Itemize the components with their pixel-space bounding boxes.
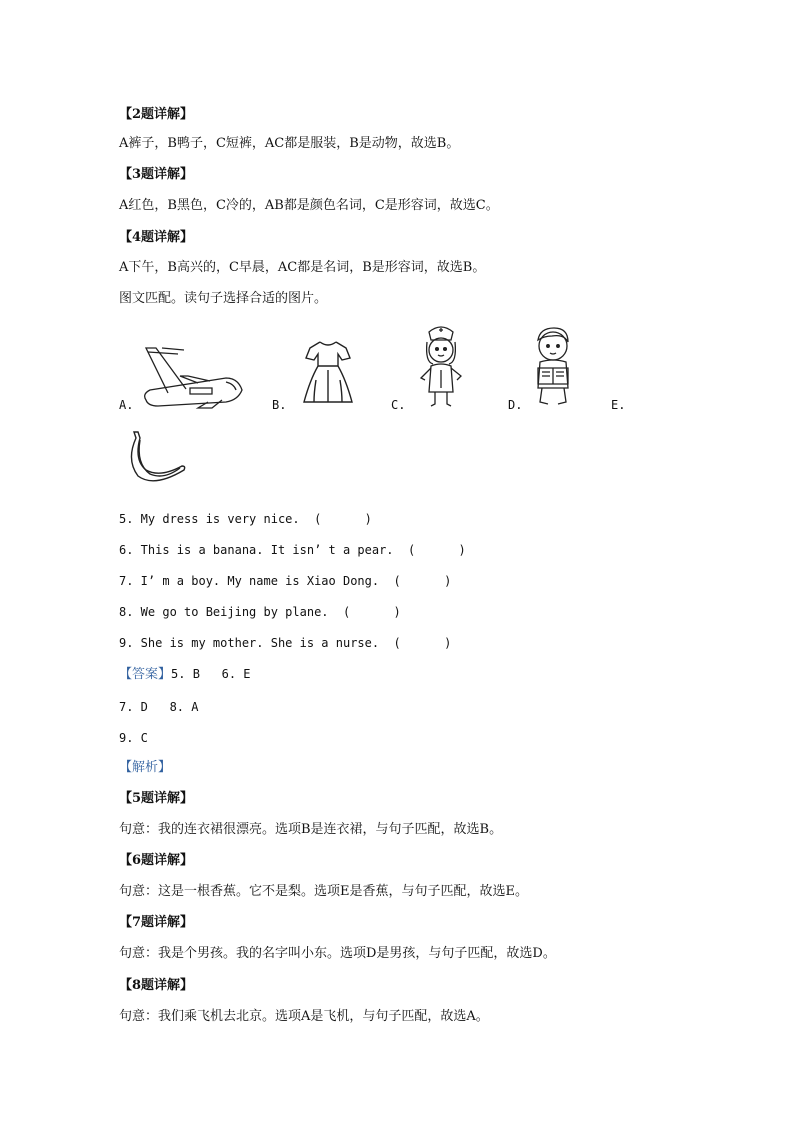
section-5-heading: 【5题详解】 <box>119 791 194 806</box>
option-a-label: A. <box>119 398 134 412</box>
section-3-heading: 【3题详解】 <box>119 167 194 182</box>
answer-text-1: 5. B 6. E <box>171 667 251 681</box>
section-4-heading: 【4题详解】 <box>119 230 194 245</box>
boy-reading-icon <box>528 326 578 410</box>
section-3-text: A红色，B黑色，C冷的，AB都是颜色名词，C是形容词，故选C。 <box>119 198 499 213</box>
section-7-heading: 【7题详解】 <box>119 915 194 930</box>
section-6-heading: 【6题详解】 <box>119 853 194 868</box>
question-5: 5. My dress is very nice. ( ) <box>119 512 372 526</box>
answer-tag: 【答案】 <box>119 667 172 682</box>
question-8: 8. We go to Beijing by plane. ( ) <box>119 605 401 619</box>
answer-line-2: 7. D 8. A <box>119 700 199 714</box>
option-b-label: B. <box>272 398 287 412</box>
section-5-text: 句意：我的连衣裙很漂亮。选项B是连衣裙，与句子匹配，故选B。 <box>119 822 503 837</box>
answer-line-3: 9. C <box>119 731 148 745</box>
nurse-icon <box>413 322 469 410</box>
banana-icon <box>124 430 190 486</box>
section-2-heading: 【2题详解】 <box>119 107 194 122</box>
section-7-text: 句意：我是个男孩。我的名字叫小东。选项D是男孩，与句子匹配，故选D。 <box>119 946 556 961</box>
option-d-label: D. <box>508 398 523 412</box>
analysis-tag: 【解析】 <box>119 760 172 775</box>
question-6: 6. This is a banana. It isn’ t a pear. ( ) <box>119 543 466 557</box>
question-7: 7. I’ m a boy. My name is Xiao Dong. ( ) <box>119 574 452 588</box>
option-e-label: E. <box>611 398 626 412</box>
section-2-text: A裤子，B鸭子，C短裤，AC都是服装，B是动物，故选B。 <box>119 136 460 151</box>
option-c-label: C. <box>391 398 406 412</box>
instruction: 图文匹配。读句子选择合适的图片。 <box>119 291 328 306</box>
section-8-heading: 【8题详解】 <box>119 978 194 993</box>
question-9: 9. She is my mother. She is a nurse. ( ) <box>119 636 452 650</box>
section-8-text: 句意：我们乘飞机去北京。选项A是飞机，与句子匹配，故选A。 <box>119 1009 489 1024</box>
airplane-icon <box>138 340 244 410</box>
answer-line-1 <box>119 665 251 684</box>
section-6-text: 句意：这是一根香蕉。它不是梨。选项E是香蕉，与句子匹配，故选E。 <box>119 884 528 899</box>
section-4-text: A下午，B高兴的，C早晨，AC都是名词，B是形容词，故选B。 <box>119 260 486 275</box>
dress-icon <box>302 340 354 406</box>
